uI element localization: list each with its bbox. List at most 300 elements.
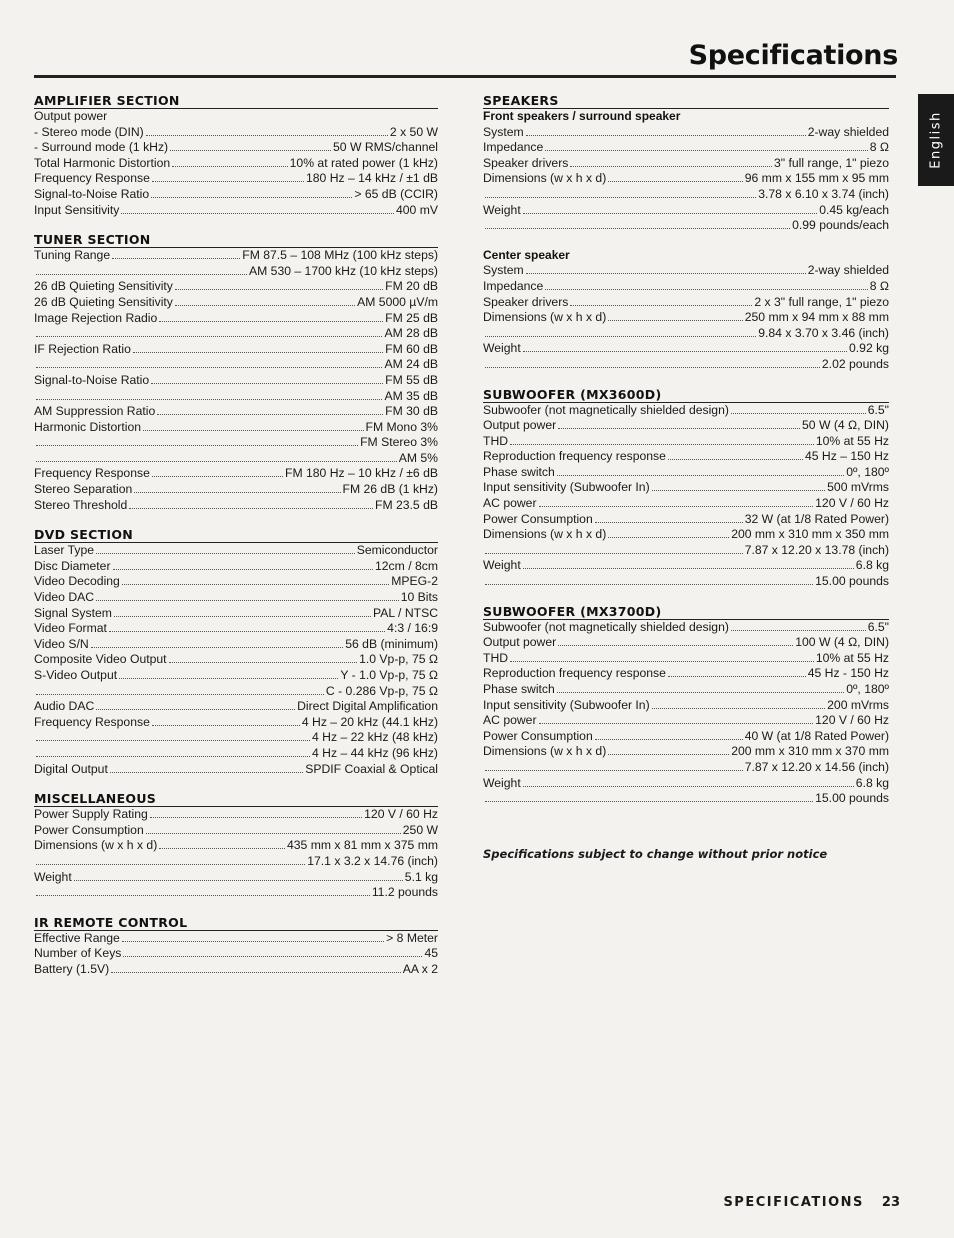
spec-row (34, 543, 438, 559)
spec-row (34, 962, 438, 978)
spec-label: IF Rejection Ratio (34, 341, 131, 356)
spec-label: Power Consumption (483, 728, 593, 743)
dot-leader (668, 450, 803, 460)
dot-leader (570, 296, 752, 306)
spec-label: Weight (34, 869, 72, 884)
spec-value: FM Mono 3% (365, 419, 438, 434)
spec-value: 180 Hz – 14 kHz / ±1 dB (305, 171, 438, 186)
spec-row (483, 279, 889, 295)
spec-label: THD (483, 433, 509, 448)
spec-label: Input Sensitivity (34, 202, 120, 217)
spec-value: 50 W RMS/channel (333, 140, 438, 155)
spec-label: - Stereo mode (DIN) (34, 124, 144, 139)
spec-label: Number of Keys (34, 946, 122, 961)
spec-row (34, 482, 438, 498)
dot-leader (485, 544, 743, 554)
title-rule (34, 75, 896, 78)
spec-row (34, 248, 438, 264)
spec-value: 200 mm x 310 mm x 350 mm (731, 527, 889, 542)
spec-label: 26 dB Quieting Sensitivity (34, 279, 173, 294)
spec-row (34, 715, 438, 731)
dot-leader (109, 622, 385, 632)
dot-leader (175, 296, 355, 306)
spec-value: 2 x 50 W (389, 124, 438, 139)
spec-row (483, 403, 889, 419)
spec-row (34, 171, 438, 187)
spec-label: Power Supply Rating (34, 807, 148, 822)
spec-value: FM Stereo 3% (360, 435, 438, 450)
spec-value: 8 Ω (869, 278, 889, 293)
spec-label: Total Harmonic Distortion (34, 155, 171, 170)
spec-label: Frequency Response (34, 466, 150, 481)
spec-value: 250 W (402, 822, 438, 837)
spec-row (34, 498, 438, 514)
spec-value: 7.87 x 12.20 x 14.56 (inch) (744, 759, 889, 774)
section-heading: DVD SECTION (34, 527, 438, 543)
spec-label: Speaker drivers (483, 155, 569, 170)
spec-value: 6.8 kg (855, 558, 889, 573)
dot-leader (134, 483, 340, 493)
spec-row (483, 713, 889, 729)
dot-leader (152, 172, 304, 182)
spec-value: 2 x 3" full range, 1" piezo (754, 294, 889, 309)
spec-row (34, 652, 438, 668)
spec-label: Weight (483, 775, 521, 790)
spec-row (34, 762, 438, 778)
spec-row (483, 512, 889, 528)
section-heading: SUBWOOFER (MX3600D) (483, 387, 889, 403)
dot-leader (731, 404, 866, 414)
dot-leader (114, 607, 371, 617)
dot-leader (112, 249, 240, 259)
dot-leader (558, 636, 793, 646)
dot-leader (608, 528, 729, 538)
spec-value: AM 530 – 1700 kHz (10 kHz steps) (249, 263, 438, 278)
spec-row (34, 311, 438, 327)
spec-row (34, 807, 438, 823)
page-number: 23 (881, 1195, 900, 1210)
dot-leader (150, 808, 362, 818)
spec-row (483, 760, 889, 776)
dot-leader (170, 141, 331, 151)
dot-leader (668, 667, 806, 677)
spec-value: 0.99 pounds/each (792, 218, 889, 233)
dot-leader (523, 777, 854, 787)
spec-value: 2-way shielded (807, 124, 889, 139)
spec-label: Stereo Threshold (34, 497, 128, 512)
spec-label: AM Suppression Ratio (34, 404, 156, 419)
left-column (34, 93, 438, 992)
language-tab-label: English (928, 111, 944, 169)
dot-leader (151, 188, 352, 198)
spec-row (483, 263, 889, 279)
spec-value: 435 mm x 81 mm x 375 mm (286, 838, 438, 853)
spec-label: Phase switch (483, 682, 555, 696)
dot-leader (96, 591, 399, 601)
spec-value: 8 Ω (869, 140, 889, 155)
spec-row (483, 140, 889, 156)
dot-leader (652, 481, 826, 491)
spec-value: > 65 dB (CCIR) (354, 186, 438, 201)
spec-row (483, 776, 889, 792)
spec-value: 4 Hz – 22 kHz (48 kHz) (312, 730, 438, 745)
dot-leader (36, 436, 358, 446)
spec-row (34, 590, 438, 606)
spec-row (34, 389, 438, 405)
spec-value: SPDIF Coaxial & Optical (305, 761, 438, 776)
spec-row (34, 606, 438, 622)
spec-row (483, 341, 889, 357)
dot-leader (159, 839, 285, 849)
spec-value: 250 mm x 94 mm x 88 mm (744, 310, 889, 325)
spec-row (483, 496, 889, 512)
spec-row (34, 838, 438, 854)
spec-label: Dimensions (w x h x d) (34, 838, 158, 853)
spec-label: Weight (483, 202, 521, 217)
spec-label: Effective Range (34, 930, 120, 945)
spec-row (483, 156, 889, 172)
spec-label: Dimensions (w x h x d) (483, 744, 607, 759)
spec-label: Weight (483, 341, 521, 356)
dot-leader (110, 763, 303, 773)
spec-label: Phase switch (483, 464, 555, 479)
spec-row (34, 730, 438, 746)
section-subwoofer-mx3700d (483, 604, 889, 807)
dot-leader (36, 452, 397, 462)
spec-value: 12cm / 8cm (375, 558, 438, 573)
spec-row (34, 621, 438, 637)
spec-row (483, 729, 889, 745)
dot-leader (146, 126, 388, 136)
dot-leader (36, 327, 382, 337)
dot-leader (129, 499, 373, 509)
spec-value: 10% at 55 Hz (815, 650, 889, 665)
spec-label: Audio DAC (34, 699, 95, 714)
right-column (483, 93, 889, 861)
spec-row (34, 203, 438, 219)
spec-label: Output power (483, 418, 557, 433)
spec-value: AM 28 dB (384, 326, 438, 341)
dot-leader (122, 575, 389, 585)
section-heading: TUNER SECTION (34, 232, 438, 248)
dot-leader (152, 467, 283, 477)
dot-leader (526, 126, 806, 136)
spec-value: 32 W (at 1/8 Rated Power) (744, 511, 889, 526)
dot-leader (36, 265, 247, 275)
spec-value: 40 W (at 1/8 Rated Power) (744, 728, 889, 743)
dot-leader (146, 824, 401, 834)
spec-label: Dimensions (w x h x d) (483, 310, 607, 325)
section-miscellaneous (34, 791, 438, 901)
spec-row (34, 125, 438, 141)
spec-label: Composite Video Output (34, 652, 167, 667)
dot-leader (485, 761, 743, 771)
dot-leader (608, 172, 742, 182)
dot-leader (123, 947, 422, 957)
dot-leader (119, 669, 338, 679)
spec-row (34, 404, 438, 420)
spec-label: Subwoofer (not magnetically shielded design) (483, 619, 729, 634)
spec-label: THD (483, 650, 509, 665)
spec-value: 500 mVrms (827, 480, 889, 495)
spec-value: 50 W (4 Ω, DIN) (802, 418, 889, 433)
spec-row (483, 651, 889, 667)
spec-label: Subwoofer (not magnetically shielded design) (483, 402, 729, 417)
spec-row (483, 744, 889, 760)
dot-leader (111, 963, 401, 973)
spec-value: 56 dB (minimum) (345, 636, 438, 651)
dot-leader (652, 699, 826, 709)
dot-leader (169, 653, 358, 663)
dot-leader (485, 188, 756, 198)
spec-label: Laser Type (34, 543, 95, 558)
spec-value: 200 mVrms (827, 697, 889, 712)
dot-leader (558, 419, 800, 429)
spec-value: AM 5% (398, 450, 438, 465)
spec-row (483, 635, 889, 651)
dot-leader (545, 280, 867, 290)
spec-row (483, 125, 889, 141)
spec-row (483, 310, 889, 326)
spec-value: AM 24 dB (384, 357, 438, 372)
dot-leader (526, 264, 806, 274)
section-dvd-section (34, 527, 438, 777)
spec-row (34, 140, 438, 156)
spec-label: Dimensions (w x h x d) (483, 171, 607, 186)
spec-label: Stereo Separation (34, 482, 133, 497)
section-subheading: Front speakers / surround speaker (483, 109, 681, 123)
dot-leader (133, 343, 383, 353)
spec-row (34, 326, 438, 342)
section-tuner-section (34, 232, 438, 513)
spec-value: 6.5" (867, 619, 889, 634)
spec-label: Reproduction frequency response (483, 666, 666, 681)
spec-row (34, 574, 438, 590)
spec-value: 0.92 kg (849, 341, 889, 356)
spec-value: MPEG-2 (391, 574, 438, 589)
spec-value: FM 20 dB (385, 279, 438, 294)
spec-label: Harmonic Distortion (34, 419, 142, 434)
spec-value: 4 Hz – 20 kHz (44.1 kHz) (301, 714, 438, 729)
dot-leader (510, 652, 814, 662)
spec-row (483, 480, 889, 496)
spec-value: Semiconductor (356, 543, 438, 558)
right-column-sections (483, 93, 889, 807)
section-heading: SPEAKERS (483, 93, 889, 109)
spec-label: System (483, 263, 524, 278)
section-ir-remote-control (34, 915, 438, 978)
spec-label: System (483, 124, 524, 139)
dot-leader (157, 405, 383, 415)
dot-leader (96, 700, 295, 710)
spec-value: 45 Hz – 150 Hz (804, 449, 889, 464)
spec-value: 10% at 55 Hz (815, 433, 889, 448)
spec-label: Image Rejection Radio (34, 310, 158, 325)
spec-row (483, 791, 889, 807)
spec-row (483, 465, 889, 481)
spec-row (483, 203, 889, 219)
spec-row (34, 451, 438, 467)
dot-leader (608, 745, 729, 755)
dot-leader (159, 312, 383, 322)
spec-row (483, 543, 889, 559)
spec-row (34, 637, 438, 653)
spec-label: Input sensitivity (Subwoofer In) (483, 480, 650, 495)
dot-leader (539, 714, 814, 724)
spec-label: Video Decoding (34, 574, 120, 589)
spec-row (34, 109, 438, 125)
spec-row (34, 854, 438, 870)
spec-label: S-Video Output (34, 668, 118, 682)
spec-row (34, 885, 438, 901)
spec-row (34, 684, 438, 700)
dot-leader (485, 219, 790, 229)
section-heading: IR REMOTE CONTROL (34, 915, 438, 931)
dot-leader (539, 497, 814, 507)
spec-value: 120 V / 60 Hz (815, 713, 889, 728)
spec-label: Digital Output (34, 761, 108, 776)
spec-value: 10 Bits (400, 590, 438, 605)
spec-value: 0.45 kg/each (819, 202, 889, 217)
dot-leader (36, 731, 310, 741)
spec-value: Y - 1.0 Vp-p, 75 Ω (340, 668, 438, 682)
dot-leader (557, 466, 844, 476)
spec-label: Output power (483, 635, 557, 650)
spec-row (34, 559, 438, 575)
dot-leader (557, 683, 844, 693)
spec-row (34, 295, 438, 311)
spec-value: AM 5000 µV/m (357, 294, 438, 309)
spec-value: Direct Digital Amplification (297, 699, 438, 714)
spec-value: FM 30 dB (385, 404, 438, 419)
spec-value: 15.00 pounds (815, 574, 889, 589)
spec-value: 10% at rated power (1 kHz) (289, 155, 438, 170)
dot-leader (595, 730, 743, 740)
dot-leader (485, 327, 756, 337)
spec-value: FM 60 dB (385, 341, 438, 356)
spec-row (483, 620, 889, 636)
section-heading: SUBWOOFER (MX3700D) (483, 604, 889, 620)
spec-value: 5.1 kg (404, 869, 438, 884)
spec-value: 200 mm x 310 mm x 370 mm (731, 744, 889, 759)
spec-label: Speaker drivers (483, 294, 569, 309)
section-speakers (483, 93, 889, 234)
dot-leader (36, 390, 382, 400)
dot-leader (121, 204, 394, 214)
section-amplifier-section (34, 93, 438, 218)
spec-row (483, 171, 889, 187)
dot-leader (523, 342, 847, 352)
dot-leader (152, 716, 300, 726)
dot-leader (74, 871, 403, 881)
spec-value: 3" full range, 1" piezo (773, 155, 889, 170)
spec-row (34, 342, 438, 358)
dot-leader (91, 638, 344, 648)
spec-row (34, 357, 438, 373)
section-subwoofer-mx3600d (483, 387, 889, 590)
spec-value: PAL / NTSC (372, 605, 438, 620)
spec-value: 100 W (4 Ω, DIN) (795, 635, 889, 650)
spec-row (483, 558, 889, 574)
spec-label: Signal-to-Noise Ratio (34, 186, 150, 201)
spec-label: AC power (483, 496, 537, 511)
spec-row (483, 682, 889, 698)
section-subheading: Center speaker (483, 247, 570, 262)
spec-row (483, 418, 889, 434)
dot-leader (523, 204, 817, 214)
spec-row (34, 187, 438, 203)
dot-leader (172, 157, 288, 167)
spec-label: Frequency Response (34, 714, 150, 729)
spec-value: 11.2 pounds (371, 885, 438, 900)
spec-row (34, 435, 438, 451)
spec-row (34, 870, 438, 886)
spec-row (34, 279, 438, 295)
spec-value: AA x 2 (402, 961, 438, 976)
spec-value: 4 Hz – 44 kHz (96 kHz) (312, 745, 438, 760)
spec-label: Weight (483, 558, 521, 573)
spec-value: 1.0 Vp-p, 75 Ω (359, 652, 438, 667)
spec-label: Signal System (34, 605, 112, 620)
spec-value: FM 180 Hz – 10 kHz / ±6 dB (285, 466, 438, 481)
spec-label: 26 dB Quieting Sensitivity (34, 294, 173, 309)
spec-label: Signal-to-Noise Ratio (34, 372, 150, 387)
spec-row (34, 946, 438, 962)
dot-leader (143, 421, 364, 431)
spec-label: Battery (1.5V) (34, 961, 110, 976)
spec-row (34, 466, 438, 482)
dot-leader (608, 311, 742, 321)
page-title: Specifications (688, 40, 898, 71)
spec-row (34, 420, 438, 436)
dot-leader (731, 621, 866, 631)
spec-label: Power Consumption (483, 511, 593, 526)
spec-label: AC power (483, 713, 537, 728)
dot-leader (36, 358, 382, 368)
spec-row (34, 373, 438, 389)
spec-row (34, 931, 438, 947)
spec-value: FM 87.5 – 108 MHz (100 kHz steps) (242, 248, 438, 263)
spec-value: 6.5" (867, 402, 889, 417)
dot-leader (36, 747, 310, 757)
spec-value: 120 V / 60 Hz (815, 496, 889, 511)
spec-value: 400 mV (395, 202, 438, 217)
spec-value: 9.84 x 3.70 x 3.46 (inch) (758, 325, 889, 340)
dot-leader (485, 575, 813, 585)
spec-value: C - 0.286 Vp-p, 75 Ω (325, 683, 438, 698)
page-footer (723, 1195, 900, 1210)
spec-row (483, 666, 889, 682)
dot-leader (485, 358, 820, 368)
dot-leader (485, 792, 813, 802)
section-center-speaker (483, 248, 889, 373)
dot-leader (570, 157, 772, 167)
spec-value: 0º, 180º (846, 464, 889, 479)
dot-leader (175, 280, 383, 290)
dot-leader (36, 886, 370, 896)
spec-row (483, 527, 889, 543)
spec-row (483, 357, 889, 373)
spec-row (483, 187, 889, 203)
spec-label: Video DAC (34, 590, 95, 605)
spec-value: 6.8 kg (855, 775, 889, 790)
spec-row (483, 326, 889, 342)
dot-leader (36, 855, 305, 865)
dot-leader (595, 513, 743, 523)
spec-value: 120 V / 60 Hz (364, 807, 438, 822)
section-heading: MISCELLANEOUS (34, 791, 438, 807)
spec-label: Impedance (483, 140, 544, 155)
